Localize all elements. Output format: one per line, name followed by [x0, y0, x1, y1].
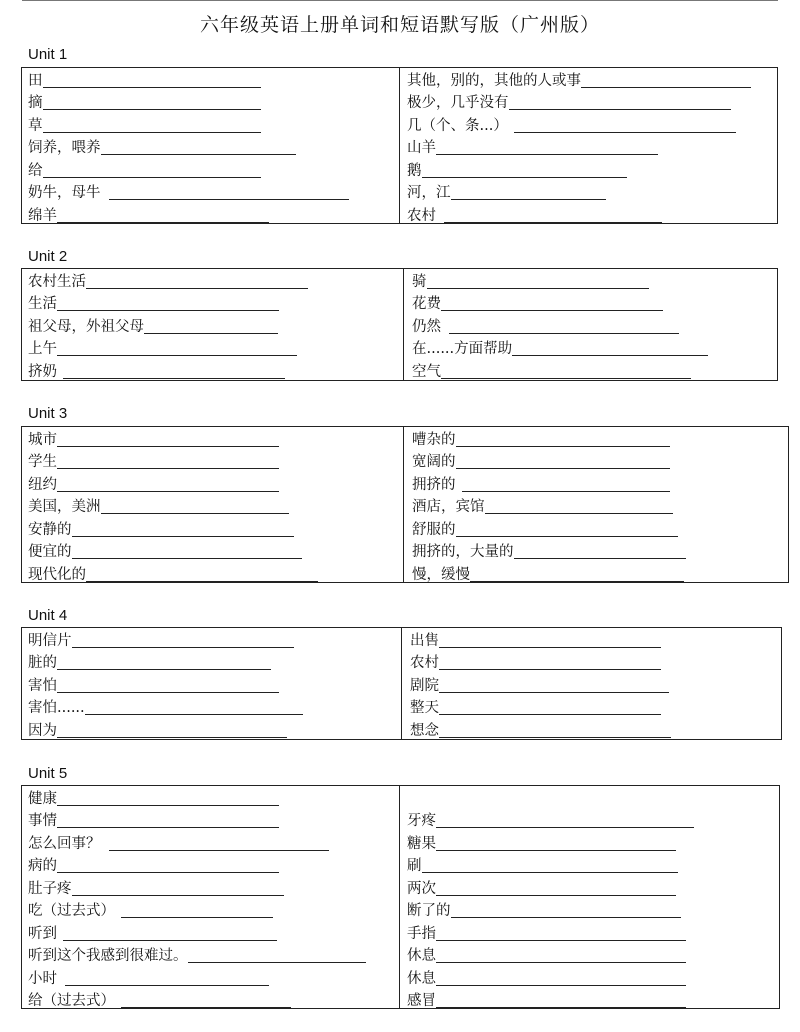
word-row	[412, 541, 686, 564]
word-row	[412, 428, 686, 451]
word-row	[407, 810, 694, 833]
word-prompt: 空气	[412, 363, 441, 380]
word-row	[407, 945, 694, 968]
answer-blank[interactable]	[43, 108, 261, 110]
word-prompt: 农村	[410, 655, 439, 671]
word-prompt: 嘈杂的	[412, 431, 456, 448]
word-prompt: 害怕	[28, 677, 57, 694]
word-prompt: 现代化的	[28, 566, 86, 583]
word-row	[28, 451, 318, 474]
word-prompt: 因为	[28, 722, 57, 739]
word-prompt: 便宜的	[28, 544, 72, 560]
word-prompt: 糖果	[407, 835, 436, 852]
word-row	[407, 137, 751, 160]
word-row	[407, 114, 751, 137]
word-row	[28, 922, 366, 945]
word-row	[28, 563, 318, 586]
word-row	[407, 900, 694, 923]
word-prompt: 整天	[410, 700, 439, 716]
unit-1-label: Unit 1	[28, 46, 68, 63]
word-row	[412, 496, 686, 519]
word-prompt: 饲养，喂养	[28, 140, 101, 156]
word-row	[407, 204, 751, 227]
word-prompt: 给	[28, 162, 43, 179]
answer-blank[interactable]	[121, 916, 273, 918]
unit-5-label: Unit 5	[28, 765, 68, 782]
unit-5-right-column	[407, 787, 694, 1012]
unit-5-left-column	[28, 787, 366, 1012]
answer-blank[interactable]	[441, 309, 663, 311]
word-row	[28, 855, 366, 878]
answer-blank[interactable]	[109, 198, 349, 200]
unit-4-right-column	[410, 629, 671, 742]
unit-3-table	[21, 426, 789, 583]
word-row	[28, 114, 349, 137]
word-row	[28, 629, 303, 652]
word-prompt: 明信片	[28, 632, 72, 649]
answer-blank[interactable]	[65, 984, 269, 986]
word-prompt: 出售	[410, 632, 439, 649]
word-prompt: 酒店，宾馆	[412, 499, 485, 515]
unit-3-label: Unit 3	[28, 405, 68, 422]
word-prompt: 吃（过去式）	[28, 903, 115, 919]
word-row	[410, 719, 671, 742]
word-prompt: 美国，美洲	[28, 499, 101, 515]
word-prompt: 健康	[28, 790, 57, 807]
unit-2-left-column	[28, 270, 308, 383]
word-row	[28, 945, 366, 968]
word-prompt: 断了的	[407, 903, 451, 919]
word-prompt: 摘	[28, 95, 43, 111]
word-prompt: 怎么回事？	[28, 835, 101, 852]
word-row	[407, 832, 694, 855]
answer-blank[interactable]	[43, 176, 261, 178]
answer-blank[interactable]	[57, 668, 271, 670]
word-row	[28, 338, 308, 361]
answer-blank[interactable]	[57, 826, 279, 828]
answer-blank[interactable]	[436, 826, 694, 828]
top-rule	[22, 0, 778, 1]
answer-blank[interactable]	[436, 849, 676, 851]
word-prompt: 草	[28, 117, 43, 134]
answer-blank[interactable]	[86, 287, 308, 289]
word-prompt: 拥挤的，大量的	[412, 544, 514, 560]
word-row	[407, 182, 751, 205]
word-row	[407, 855, 694, 878]
word-prompt: 休息	[407, 970, 436, 987]
answer-blank[interactable]	[436, 984, 686, 986]
word-prompt: 想念	[410, 722, 439, 739]
unit-2-table	[21, 268, 778, 381]
answer-blank[interactable]	[63, 377, 285, 379]
word-prompt: 仍然	[412, 318, 441, 335]
answer-blank[interactable]	[436, 939, 686, 941]
answer-blank[interactable]	[72, 894, 284, 896]
word-row	[407, 159, 751, 182]
word-row	[28, 810, 366, 833]
answer-blank[interactable]	[144, 332, 278, 334]
word-prompt: 极少，几乎没有	[407, 95, 509, 111]
column-divider	[399, 786, 400, 1008]
word-prompt: 手指	[407, 925, 436, 942]
word-prompt: 感冒	[407, 993, 436, 1009]
word-prompt: 挤奶	[28, 363, 57, 380]
word-prompt: 拥挤的	[412, 476, 456, 493]
word-row	[28, 832, 366, 855]
word-prompt: 安静的	[28, 521, 72, 538]
word-prompt: 刷	[407, 858, 422, 874]
answer-blank[interactable]	[57, 691, 279, 693]
word-row	[28, 967, 366, 990]
word-row	[28, 428, 318, 451]
word-prompt: 几（个、条...）	[407, 117, 508, 134]
word-prompt: 花费	[412, 296, 441, 312]
word-row	[28, 518, 318, 541]
unit-4-table	[21, 627, 782, 740]
word-row	[28, 92, 349, 115]
word-prompt: 脏的	[28, 655, 57, 671]
unit-1-left-column	[28, 69, 349, 227]
word-row	[28, 270, 308, 293]
answer-blank[interactable]	[57, 804, 279, 806]
word-prompt: 农村生活	[28, 273, 86, 290]
word-prompt: 纽约	[28, 476, 57, 493]
answer-blank[interactable]	[462, 490, 670, 492]
word-row	[407, 92, 751, 115]
unit-2-right-column	[412, 270, 708, 383]
answer-blank[interactable]	[57, 221, 269, 223]
word-row	[28, 541, 318, 564]
word-row	[412, 315, 708, 338]
answer-blank[interactable]	[57, 354, 297, 356]
word-row	[28, 674, 303, 697]
word-row	[412, 270, 708, 293]
answer-blank[interactable]	[436, 153, 658, 155]
answer-blank[interactable]	[57, 736, 287, 738]
word-prompt: 肚子疼	[28, 880, 72, 897]
column-divider	[403, 427, 404, 582]
word-row	[412, 473, 686, 496]
unit-1-right-column	[407, 69, 751, 227]
unit-3-right-column	[412, 428, 686, 586]
word-prompt: 田	[28, 72, 43, 89]
word-row	[407, 990, 694, 1013]
word-row	[410, 652, 671, 675]
word-row	[28, 293, 308, 316]
word-row	[28, 159, 349, 182]
answer-blank[interactable]	[581, 86, 751, 88]
word-row	[407, 922, 694, 945]
word-prompt: 慢，缓慢	[412, 566, 470, 583]
word-row	[28, 900, 366, 923]
word-row	[28, 697, 303, 720]
word-prompt: 两次	[407, 880, 436, 897]
answer-blank[interactable]	[509, 108, 731, 110]
unit-4-label: Unit 4	[28, 607, 68, 624]
word-prompt: 听到这个我感到很难过。	[28, 948, 188, 964]
answer-blank[interactable]	[439, 713, 661, 715]
answer-blank[interactable]	[451, 916, 681, 918]
answer-blank[interactable]	[451, 198, 606, 200]
answer-blank[interactable]	[86, 580, 318, 582]
word-row	[412, 563, 686, 586]
answer-blank[interactable]	[43, 131, 261, 133]
answer-blank[interactable]	[85, 713, 303, 715]
answer-blank[interactable]	[57, 445, 279, 447]
answer-blank[interactable]	[441, 377, 691, 379]
answer-blank[interactable]	[456, 467, 670, 469]
answer-blank[interactable]	[449, 332, 679, 334]
word-row	[28, 719, 303, 742]
answer-blank[interactable]	[439, 646, 661, 648]
word-row	[28, 69, 349, 92]
answer-blank[interactable]	[121, 1006, 291, 1008]
answer-blank[interactable]	[436, 894, 676, 896]
answer-blank[interactable]	[101, 512, 289, 514]
word-row	[28, 204, 349, 227]
answer-blank[interactable]	[485, 512, 673, 514]
answer-blank[interactable]	[57, 309, 279, 311]
word-row	[407, 967, 694, 990]
word-prompt: 病的	[28, 858, 57, 874]
answer-blank[interactable]	[427, 287, 649, 289]
word-prompt: 鹅	[407, 162, 422, 179]
word-row	[28, 496, 318, 519]
column-divider	[401, 628, 402, 739]
word-row	[28, 877, 366, 900]
word-row	[407, 877, 694, 900]
word-prompt: 祖父母，外祖父母	[28, 318, 144, 335]
unit-5-table	[21, 785, 780, 1009]
answer-blank[interactable]	[72, 557, 302, 559]
word-row	[412, 518, 686, 541]
word-prompt: 事情	[28, 813, 57, 829]
answer-blank[interactable]	[422, 871, 678, 873]
answer-blank[interactable]	[109, 849, 329, 851]
word-prompt: 绵羊	[28, 207, 57, 224]
answer-blank[interactable]	[456, 535, 678, 537]
column-divider	[403, 269, 404, 380]
word-row	[28, 315, 308, 338]
word-prompt: 牙疼	[407, 813, 436, 829]
word-row	[410, 629, 671, 652]
answer-blank[interactable]	[512, 354, 708, 356]
answer-blank[interactable]	[514, 131, 736, 133]
answer-blank[interactable]	[63, 939, 277, 941]
word-prompt: 休息	[407, 948, 436, 964]
answer-blank[interactable]	[439, 736, 671, 738]
word-row	[407, 69, 751, 92]
answer-blank[interactable]	[57, 467, 279, 469]
word-prompt: 小时	[28, 970, 57, 987]
word-prompt: 给（过去式）	[28, 993, 115, 1009]
answer-blank[interactable]	[514, 557, 686, 559]
answer-blank[interactable]	[436, 961, 686, 963]
word-row	[412, 338, 708, 361]
answer-blank[interactable]	[439, 668, 661, 670]
word-row	[412, 360, 708, 383]
word-row	[28, 473, 318, 496]
answer-blank[interactable]	[470, 580, 684, 582]
unit-3-left-column	[28, 428, 318, 586]
column-divider	[399, 68, 400, 223]
word-row	[28, 652, 303, 675]
unit-2-label: Unit 2	[28, 248, 68, 265]
word-row	[28, 787, 366, 810]
word-prompt: 生活	[28, 296, 57, 312]
word-prompt: 奶牛，母牛	[28, 185, 101, 201]
unit-4-left-column	[28, 629, 303, 742]
word-prompt: 学生	[28, 454, 57, 470]
answer-blank[interactable]	[43, 86, 261, 88]
word-row	[407, 787, 694, 810]
word-prompt: 其他，别的，其他的人或事	[407, 72, 581, 89]
word-prompt: 河，江	[407, 185, 451, 201]
page-title: 六年级英语上册单词和短语默写版（广州版）	[199, 14, 600, 36]
word-prompt: 山羊	[407, 140, 436, 156]
answer-blank[interactable]	[436, 1006, 686, 1008]
unit-1-table	[21, 67, 778, 224]
answer-blank[interactable]	[72, 535, 294, 537]
answer-blank[interactable]	[439, 691, 669, 693]
word-row	[412, 451, 686, 474]
answer-blank[interactable]	[188, 961, 366, 963]
word-prompt: 剧院	[410, 677, 439, 694]
answer-blank[interactable]	[101, 153, 296, 155]
word-row	[410, 697, 671, 720]
word-prompt: 上午	[28, 341, 57, 357]
answer-blank[interactable]	[57, 490, 279, 492]
word-row	[28, 137, 349, 160]
word-prompt: 骑	[412, 273, 427, 290]
answer-blank[interactable]	[444, 221, 662, 223]
word-prompt: 害怕......	[28, 700, 85, 716]
word-row	[412, 293, 708, 316]
answer-blank[interactable]	[57, 871, 279, 873]
word-prompt: 听到	[28, 925, 57, 942]
word-row	[28, 990, 366, 1013]
word-prompt: 舒服的	[412, 521, 456, 538]
word-row	[28, 182, 349, 205]
word-prompt: 农村	[407, 207, 436, 224]
word-prompt: 宽阔的	[412, 454, 456, 470]
answer-blank[interactable]	[422, 176, 627, 178]
word-prompt: 在......方面帮助	[412, 341, 513, 357]
answer-blank[interactable]	[456, 445, 670, 447]
word-prompt: 城市	[28, 431, 57, 448]
word-row	[28, 360, 308, 383]
word-row	[410, 674, 671, 697]
answer-blank[interactable]	[72, 646, 294, 648]
